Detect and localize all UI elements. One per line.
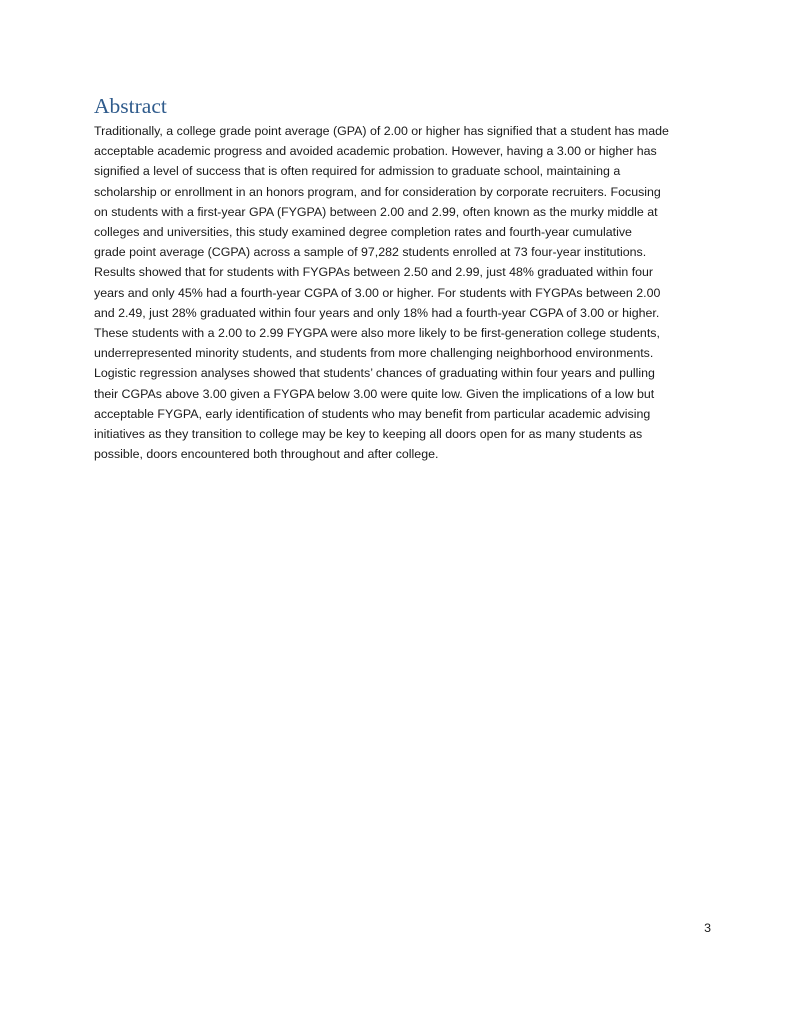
abstract-line: acceptable FYGPA, early identification of students who may benefit from particular academic advising — [94, 406, 651, 421]
abstract-line: initiatives as they transition to college may be key to keeping all doors open for as many students as — [94, 427, 643, 442]
abstract-line: signified a level of success that is often required for admission to graduate school, maintaining a — [94, 164, 621, 179]
abstract-line: scholarship or enrollment in an honors program, and for consideration by corporate recruiters. Focusing — [94, 184, 661, 199]
abstract-line: Traditionally, a college grade point average (GPA) of 2.00 or higher has signified that a student has made — [94, 124, 669, 138]
abstract-line: years and only 45% had a fourth-year CGPA of 3.00 or higher. For students with FYGPAs between 2.00 — [94, 285, 661, 300]
page-number: 3 — [704, 921, 711, 935]
abstract-line: underrepresented minority students, and students from more challenging neighborhood environments. — [94, 346, 654, 361]
abstract-line: on students with a first-year GPA (FYGPA) between 2.00 and 2.99, often known as the murky middle at — [94, 204, 658, 219]
section-heading: Abstract — [94, 94, 167, 118]
abstract-line: possible, doors encountered both throughout and after college. — [94, 447, 439, 462]
abstract-paragraph — [94, 121, 714, 464]
abstract-line: acceptable academic progress and avoided academic probation. However, having a 3.00 or higher has — [94, 144, 657, 159]
abstract-line: These students with a 2.00 to 2.99 FYGPA were also more likely to be first-generation college students, — [94, 326, 660, 341]
abstract-line: their CGPAs above 3.00 given a FYGPA below 3.00 were quite low. Given the implications of a low but — [94, 386, 655, 401]
abstract-line: colleges and universities, this study examined degree completion rates and fourth-year cumulative — [94, 225, 632, 240]
abstract-line: grade point average (CGPA) across a sample of 97,282 students enrolled at 73 four-year institutions. — [94, 245, 647, 260]
abstract-line: and 2.49, just 28% graduated within four years and only 18% had a fourth-year CGPA of 3.00 or higher. — [94, 305, 660, 320]
abstract-line: Results showed that for students with FYGPAs between 2.50 and 2.99, just 48% graduated within four — [94, 265, 654, 280]
abstract-line: Logistic regression analyses showed that students’ chances of graduating within four years and pulling — [94, 366, 655, 381]
